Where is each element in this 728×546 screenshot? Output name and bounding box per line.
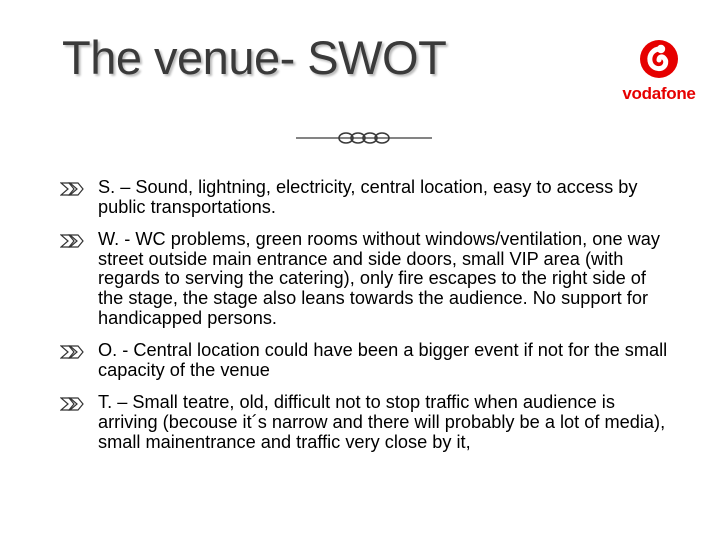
- decorative-divider-icon: [296, 128, 432, 148]
- list-item-threats: [60, 393, 670, 452]
- list-item-text: W. - WC problems, green rooms without windows/ventilation, one way street outside main entrance and side doors, small VIP area (with regards to serving the catering), only fire escapes to the right side of the stage, the stage also leans towards the audience. No support for handicapped persons.: [98, 229, 661, 328]
- list-item-text: O. - Central location could have been a bigger event if not for the small capacity of the venue: [98, 340, 668, 380]
- bullet-arrow-icon: [60, 181, 84, 197]
- bullet-arrow-icon: [60, 233, 84, 249]
- list-item-weaknesses: [60, 230, 670, 328]
- list-item-text: S. – Sound, lightning, electricity, central location, easy to access by public transportations.: [98, 177, 638, 217]
- bullet-list: [60, 178, 670, 465]
- vodafone-logo: [606, 34, 712, 104]
- vodafone-speechmark-icon: [606, 34, 712, 84]
- slide-title: The venue- SWOT: [62, 31, 447, 84]
- bullet-arrow-icon: [60, 396, 84, 412]
- list-item-strengths: [60, 178, 670, 217]
- bullet-arrow-icon: [60, 344, 84, 360]
- list-item-text: T. – Small teatre, old, difficult not to stop traffic when audience is arriving (becouse it´s narrow and there will probably be a lot of media), small mainentrance and traffic very close by it,: [98, 392, 666, 452]
- vodafone-wordmark: vodafone: [622, 84, 696, 103]
- list-item-opportunities: [60, 341, 670, 380]
